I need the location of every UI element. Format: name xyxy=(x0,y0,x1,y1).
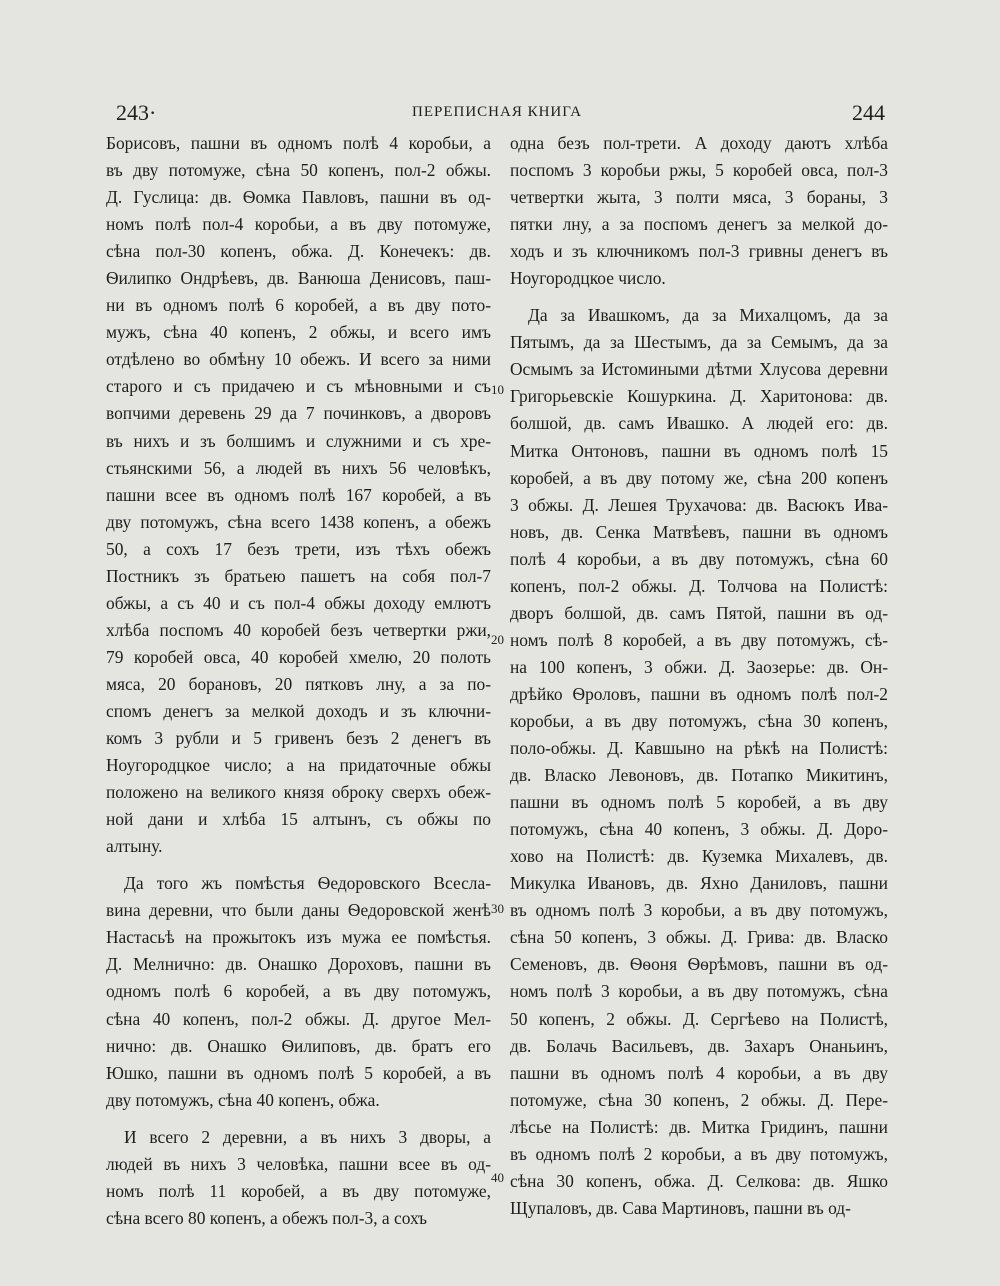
text-line: мяса, 20 борановъ, 20 пятковъ лну, а за по- xyxy=(106,673,491,694)
text-line: Митка Онтоновъ, пашни въ одномъ полѣ 15 xyxy=(510,440,888,461)
text-line: въ дву потомуже, сѣна 50 копенъ, пол-2 обжы. xyxy=(106,160,491,181)
text-line: Д. Гуслица: дв. Ѳомка Павловъ, пашни въ од- xyxy=(106,187,491,208)
text-line: Щупаловъ, дв. Сава Мартиновъ, пашни въ од- xyxy=(510,1197,851,1218)
text-line: 79 коробей овса, 40 коробей хмелю, 20 полоть xyxy=(106,646,491,667)
text-line: Ноугородцкое число; а на придаточные обжы xyxy=(106,755,491,776)
text-line: пашни въ одномъ полѣ 4 коробьи, а въ дву xyxy=(510,1062,888,1083)
text-line: хово на Полистѣ: дв. Куземка Михалевъ, дв. xyxy=(510,846,888,867)
text-line: ной дани и хлѣба 15 алтынъ, съ обжы по xyxy=(106,809,491,830)
text-line: комъ 3 рубли и 5 гривенъ безъ 2 денегъ въ xyxy=(106,728,491,749)
text-line: старого и съ придачею и съ мѣновными и съ xyxy=(106,376,491,397)
text-line: одна безъ пол-трети. А доходу даютъ хлѣба xyxy=(510,133,888,153)
text-line: пятки лну, а за поспомъ денегъ за мелкой до- xyxy=(510,214,888,235)
text-line: болшой, дв. самъ Ивашко. А людей его: дв. xyxy=(510,413,888,434)
text-line: потомуже, сѣна 30 копенъ, 2 обжы. Д. Пере- xyxy=(510,1089,888,1110)
text-line: въ одномъ полѣ 3 коробьи, а въ дву потомужъ, xyxy=(510,900,888,921)
text-line: мужъ, сѣна 40 копенъ, 2 обжы, и всего имъ xyxy=(106,322,491,343)
text-line: людей въ нихъ 3 человѣка, пашни всее въ од- xyxy=(106,1153,491,1174)
text-line: Микулка Ивановъ, дв. Яхно Даниловъ, пашни xyxy=(510,873,888,894)
text-line: полѣ 4 коробьи, а въ дву потомужъ, сѣна 60 xyxy=(510,548,888,569)
text-line: 50 копенъ, 2 обжы. Д. Сергѣево на Полистѣ, xyxy=(510,1008,888,1029)
text-line: потомужъ, сѣна 40 копенъ, 3 обжы. Д. Доро- xyxy=(510,819,888,840)
text-line: новъ, дв. Сенка Матвѣевъ, пашни въ одномъ xyxy=(510,521,888,542)
text-line: сѣна 50 копенъ, 3 обжы. Д. Грива: дв. Власко xyxy=(510,927,888,948)
text-line: 50, а сохъ 17 безъ трети, изъ тѣхъ обежъ xyxy=(106,538,491,559)
text-line: поспомъ 3 коробьи ржы, 5 коробей овса, пол-3 xyxy=(510,160,888,181)
text-line: сѣна всего 80 копенъ, а обежъ пол-3, а сохъ xyxy=(106,1207,427,1228)
text-line: номъ полѣ 8 коробей, а въ дву потомужъ, сѣ- xyxy=(510,629,888,650)
line-number-10: 10 xyxy=(491,382,504,397)
text-line: алтыну. xyxy=(106,836,163,857)
text-line: четвертки жыта, 3 полти мяса, 3 бораны, 3 xyxy=(510,187,888,208)
text-line: Борисовъ, пашни въ одномъ полѣ 4 коробьи, а xyxy=(106,133,491,153)
text-line: Григорьевскіе Кошуркина. Д. Харитонова: дв. xyxy=(510,386,888,407)
text-line: стьянскими 56, а людей въ нихъ 56 человѣкъ, xyxy=(106,457,491,478)
text-line: лѣсье на Полистѣ: дв. Митка Гридинъ, пашни xyxy=(510,1116,888,1137)
line-number-30: 30 xyxy=(491,901,504,916)
text-line: одномъ полѣ 6 коробей, а въ дву потомужъ, xyxy=(106,981,491,1002)
text-line: Д. Мелнично: дв. Онашко Дороховъ, пашни въ xyxy=(106,954,491,975)
text-line: дву потомужъ, сѣна всего 1438 копенъ, а обежъ xyxy=(106,511,491,532)
text-line: вина деревни, что были даны Ѳедоровской женѣ xyxy=(106,900,491,921)
line-number-40: 40 xyxy=(491,1170,504,1185)
text-line: дрѣйко Ѳроловъ, пашни въ одномъ полѣ пол-2 xyxy=(510,683,888,704)
text-line: сѣна 30 копенъ, обжа. Д. Селкова: дв. Яшко xyxy=(510,1170,888,1191)
text-line: Юшко, пашни въ одномъ полѣ 5 коробей, а въ xyxy=(106,1062,491,1083)
text-line: дв. Власко Левоновъ, дв. Потапко Микитинъ, xyxy=(510,765,888,786)
text-line: дву потомужъ, сѣна 40 копенъ, обжа. xyxy=(106,1089,380,1110)
text-line: коробей, а въ дву потому же, сѣна 200 копенъ xyxy=(510,467,888,488)
text-line: пашни въ одномъ полѣ 5 коробей, а въ дву xyxy=(510,792,888,813)
text-line: хлѣба поспомъ 40 коробей безъ четвертки ржи, xyxy=(106,619,491,640)
text-line: въ одномъ полѣ 2 коробьи, а въ дву потомужъ, xyxy=(510,1143,888,1164)
text-line: сѣна 40 копенъ, пол-2 обжы. Д. другое Мел- xyxy=(106,1008,491,1029)
line-number-20: 20 xyxy=(491,632,504,647)
text-line: дв. Болачь Васильевъ, дв. Захаръ Онаньинъ, xyxy=(510,1035,888,1056)
text-line: ни въ одномъ полѣ 6 коробей, а въ дву пото- xyxy=(106,295,491,316)
text-line: копенъ, пол-2 обжы. Д. Толчова на Полистѣ: xyxy=(510,575,888,596)
text-line: номъ полѣ 3 коробьи, а въ дву потомужъ, сѣна xyxy=(510,981,888,1002)
text-line: спомъ денегъ за мелкой доходъ и зъ ключни- xyxy=(106,700,491,721)
text-line: Да за Ивашкомъ, да за Михалцомъ, да за xyxy=(528,305,888,326)
running-title: ПЕРЕПИСНАЯ КНИГА xyxy=(412,104,583,120)
text-line: 3 обжы. Д. Лешея Трухачова: дв. Васюкъ Ива- xyxy=(510,494,888,515)
text-line: Настасьѣ на прожытокъ изъ мужа ее помѣстья. xyxy=(106,927,491,948)
text-line: на 100 копенъ, 3 обжи. Д. Заозерье: дв. Он- xyxy=(510,656,888,677)
text-line: номъ полѣ пол-4 коробьи, а въ дву потомуже, xyxy=(106,214,491,235)
text-line: положено на великого князя оброку сверхъ обеж- xyxy=(106,782,491,803)
text-line: Ѳилипко Ондрѣевъ, дв. Ванюша Денисовъ, паш- xyxy=(106,268,491,289)
text-line: пашни всее въ одномъ полѣ 167 коробей, а въ xyxy=(106,484,491,505)
left-text-column xyxy=(106,130,491,1232)
text-line: Постникъ зъ братьею пашетъ на собя пол-7 xyxy=(106,565,491,586)
text-line: сѣна пол-30 копенъ, обжа. Д. Конечекъ: дв. xyxy=(106,241,491,262)
text-line: нично: дв. Онашко Ѳилиповъ, дв. братъ его xyxy=(106,1035,491,1056)
text-line: въ нихъ и зъ болшимъ и служними и съ хре- xyxy=(106,430,491,451)
text-line: вопчими деревень 29 да 7 починковъ, а дворовъ xyxy=(106,403,491,424)
text-line: отдѣлено во обмѣну 10 обежъ. И всего за ними xyxy=(106,349,491,370)
text-line: Пятымъ, да за Шестымъ, да за Семымъ, да за xyxy=(510,332,888,353)
text-line: номъ полѣ 11 коробей, а въ дву потомуже, xyxy=(106,1180,491,1201)
text-line: поло-обжы. Д. Кавшыно на рѣкѣ на Полистѣ: xyxy=(510,738,888,759)
text-line: И всего 2 деревни, а въ нихъ 3 дворы, а xyxy=(124,1126,491,1147)
right-text-column xyxy=(510,130,888,1222)
text-line: Семеновъ, дв. Ѳѳоня Ѳѳрѣмовъ, пашни въ од- xyxy=(510,954,888,975)
text-line: Ноугородцкое число. xyxy=(510,268,666,289)
text-line: дворъ болшой, дв. самъ Пятой, пашни въ од- xyxy=(510,602,888,623)
page-number-right: 244 xyxy=(852,100,885,125)
text-line: Осмымъ за Истомиными дѣтми Хлусова деревни xyxy=(510,359,888,380)
text-line: коробьи, а въ дву потомужъ, сѣна 30 копенъ, xyxy=(510,710,888,731)
text-line: ходъ и зъ ключникомъ пол-3 гривны денегъ въ xyxy=(510,241,888,262)
text-line: обжы, а съ 40 и съ пол-4 обжы доходу емлютъ xyxy=(106,592,491,613)
page-number-left: 243· xyxy=(116,100,157,125)
text-line: Да того жъ помѣстья Ѳедоровского Всесла- xyxy=(124,873,491,894)
